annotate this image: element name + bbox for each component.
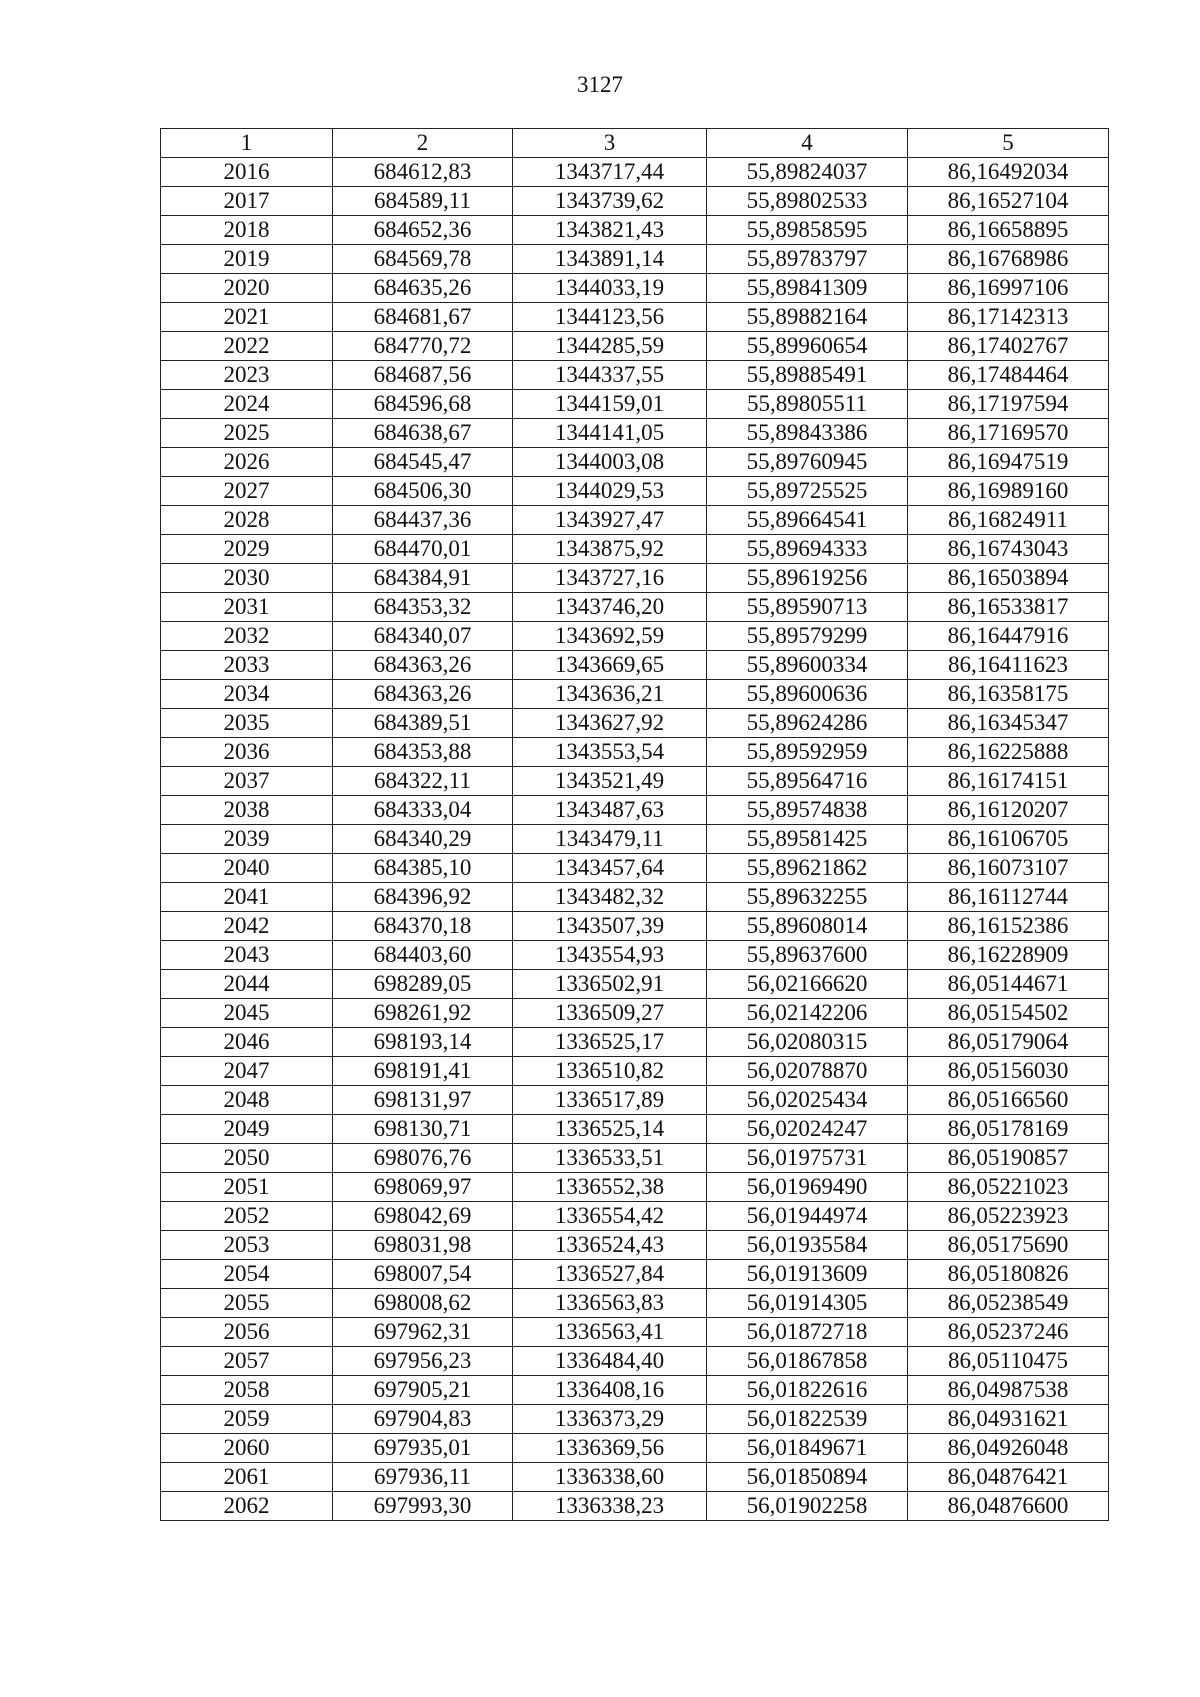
table-row bbox=[161, 245, 1109, 274]
y-coordinate-cell: 1336338,23 bbox=[513, 1492, 707, 1521]
y-coordinate-cell: 1343727,16 bbox=[513, 564, 707, 593]
x-coordinate-cell: 684569,78 bbox=[333, 245, 513, 274]
x-coordinate-cell: 684506,30 bbox=[333, 477, 513, 506]
table-row bbox=[161, 1115, 1109, 1144]
longitude-cell: 86,05223923 bbox=[908, 1202, 1109, 1231]
y-coordinate-cell: 1336484,40 bbox=[513, 1347, 707, 1376]
table-row bbox=[161, 912, 1109, 941]
point-number-cell: 2046 bbox=[161, 1028, 333, 1057]
longitude-cell: 86,05179064 bbox=[908, 1028, 1109, 1057]
y-coordinate-cell: 1344141,05 bbox=[513, 419, 707, 448]
y-coordinate-cell: 1344029,53 bbox=[513, 477, 707, 506]
y-coordinate-cell: 1336510,82 bbox=[513, 1057, 707, 1086]
y-coordinate-cell: 1336525,14 bbox=[513, 1115, 707, 1144]
longitude-cell: 86,16120207 bbox=[908, 796, 1109, 825]
x-coordinate-cell: 697936,11 bbox=[333, 1463, 513, 1492]
longitude-cell: 86,16533817 bbox=[908, 593, 1109, 622]
column-header-3: 3 bbox=[513, 129, 707, 158]
x-coordinate-cell: 684596,68 bbox=[333, 390, 513, 419]
longitude-cell: 86,16345347 bbox=[908, 709, 1109, 738]
table-row bbox=[161, 1028, 1109, 1057]
point-number-cell: 2060 bbox=[161, 1434, 333, 1463]
point-number-cell: 2030 bbox=[161, 564, 333, 593]
table-row bbox=[161, 1057, 1109, 1086]
latitude-cell: 55,89608014 bbox=[707, 912, 908, 941]
y-coordinate-cell: 1343457,64 bbox=[513, 854, 707, 883]
y-coordinate-cell: 1336338,60 bbox=[513, 1463, 707, 1492]
latitude-cell: 56,02078870 bbox=[707, 1057, 908, 1086]
table-row bbox=[161, 361, 1109, 390]
latitude-cell: 55,89843386 bbox=[707, 419, 908, 448]
latitude-cell: 56,02080315 bbox=[707, 1028, 908, 1057]
latitude-cell: 56,01872718 bbox=[707, 1318, 908, 1347]
latitude-cell: 55,89882164 bbox=[707, 303, 908, 332]
table-row bbox=[161, 1144, 1109, 1173]
y-coordinate-cell: 1336525,17 bbox=[513, 1028, 707, 1057]
x-coordinate-cell: 684322,11 bbox=[333, 767, 513, 796]
latitude-cell: 55,89624286 bbox=[707, 709, 908, 738]
latitude-cell: 56,01913609 bbox=[707, 1260, 908, 1289]
latitude-cell: 55,89805511 bbox=[707, 390, 908, 419]
y-coordinate-cell: 1344003,08 bbox=[513, 448, 707, 477]
latitude-cell: 56,02142206 bbox=[707, 999, 908, 1028]
x-coordinate-cell: 684545,47 bbox=[333, 448, 513, 477]
y-coordinate-cell: 1336527,84 bbox=[513, 1260, 707, 1289]
longitude-cell: 86,16225888 bbox=[908, 738, 1109, 767]
column-header-4: 4 bbox=[707, 129, 908, 158]
y-coordinate-cell: 1343507,39 bbox=[513, 912, 707, 941]
latitude-cell: 55,89637600 bbox=[707, 941, 908, 970]
x-coordinate-cell: 698130,71 bbox=[333, 1115, 513, 1144]
y-coordinate-cell: 1336509,27 bbox=[513, 999, 707, 1028]
latitude-cell: 56,01849671 bbox=[707, 1434, 908, 1463]
longitude-cell: 86,16824911 bbox=[908, 506, 1109, 535]
x-coordinate-cell: 684384,91 bbox=[333, 564, 513, 593]
latitude-cell: 56,01944974 bbox=[707, 1202, 908, 1231]
longitude-cell: 86,04931621 bbox=[908, 1405, 1109, 1434]
x-coordinate-cell: 698069,97 bbox=[333, 1173, 513, 1202]
point-number-cell: 2042 bbox=[161, 912, 333, 941]
x-coordinate-cell: 697905,21 bbox=[333, 1376, 513, 1405]
longitude-cell: 86,16503894 bbox=[908, 564, 1109, 593]
point-number-cell: 2038 bbox=[161, 796, 333, 825]
point-number-cell: 2027 bbox=[161, 477, 333, 506]
latitude-cell: 55,89619256 bbox=[707, 564, 908, 593]
latitude-cell: 55,89590713 bbox=[707, 593, 908, 622]
table-row bbox=[161, 999, 1109, 1028]
x-coordinate-cell: 684389,51 bbox=[333, 709, 513, 738]
point-number-cell: 2057 bbox=[161, 1347, 333, 1376]
point-number-cell: 2028 bbox=[161, 506, 333, 535]
y-coordinate-cell: 1336517,89 bbox=[513, 1086, 707, 1115]
y-coordinate-cell: 1343891,14 bbox=[513, 245, 707, 274]
y-coordinate-cell: 1336502,91 bbox=[513, 970, 707, 999]
latitude-cell: 55,89581425 bbox=[707, 825, 908, 854]
y-coordinate-cell: 1344285,59 bbox=[513, 332, 707, 361]
column-header-1: 1 bbox=[161, 129, 333, 158]
longitude-cell: 86,16174151 bbox=[908, 767, 1109, 796]
table-row bbox=[161, 1318, 1109, 1347]
y-coordinate-cell: 1336554,42 bbox=[513, 1202, 707, 1231]
point-number-cell: 2021 bbox=[161, 303, 333, 332]
latitude-cell: 55,89621862 bbox=[707, 854, 908, 883]
table-row bbox=[161, 767, 1109, 796]
latitude-cell: 55,89600636 bbox=[707, 680, 908, 709]
point-number-cell: 2029 bbox=[161, 535, 333, 564]
table-row bbox=[161, 1463, 1109, 1492]
x-coordinate-cell: 698191,41 bbox=[333, 1057, 513, 1086]
y-coordinate-cell: 1343521,49 bbox=[513, 767, 707, 796]
point-number-cell: 2048 bbox=[161, 1086, 333, 1115]
point-number-cell: 2020 bbox=[161, 274, 333, 303]
longitude-cell: 86,16073107 bbox=[908, 854, 1109, 883]
x-coordinate-cell: 684403,60 bbox=[333, 941, 513, 970]
table-row bbox=[161, 1434, 1109, 1463]
table-row bbox=[161, 158, 1109, 187]
latitude-cell: 56,02025434 bbox=[707, 1086, 908, 1115]
longitude-cell: 86,05237246 bbox=[908, 1318, 1109, 1347]
x-coordinate-cell: 684353,88 bbox=[333, 738, 513, 767]
column-header-5: 5 bbox=[908, 129, 1109, 158]
longitude-cell: 86,05156030 bbox=[908, 1057, 1109, 1086]
x-coordinate-cell: 697904,83 bbox=[333, 1405, 513, 1434]
longitude-cell: 86,05175690 bbox=[908, 1231, 1109, 1260]
y-coordinate-cell: 1343553,54 bbox=[513, 738, 707, 767]
longitude-cell: 86,16947519 bbox=[908, 448, 1109, 477]
table-header-row bbox=[161, 129, 1109, 158]
longitude-cell: 86,16527104 bbox=[908, 187, 1109, 216]
latitude-cell: 55,89632255 bbox=[707, 883, 908, 912]
y-coordinate-cell: 1336408,16 bbox=[513, 1376, 707, 1405]
x-coordinate-cell: 698008,62 bbox=[333, 1289, 513, 1318]
longitude-cell: 86,05110475 bbox=[908, 1347, 1109, 1376]
y-coordinate-cell: 1343636,21 bbox=[513, 680, 707, 709]
point-number-cell: 2044 bbox=[161, 970, 333, 999]
latitude-cell: 55,89725525 bbox=[707, 477, 908, 506]
x-coordinate-cell: 698289,05 bbox=[333, 970, 513, 999]
latitude-cell: 55,89694333 bbox=[707, 535, 908, 564]
point-number-cell: 2041 bbox=[161, 883, 333, 912]
point-number-cell: 2031 bbox=[161, 593, 333, 622]
y-coordinate-cell: 1343717,44 bbox=[513, 158, 707, 187]
y-coordinate-cell: 1343482,32 bbox=[513, 883, 707, 912]
x-coordinate-cell: 684396,92 bbox=[333, 883, 513, 912]
point-number-cell: 2017 bbox=[161, 187, 333, 216]
x-coordinate-cell: 697956,23 bbox=[333, 1347, 513, 1376]
longitude-cell: 86,16152386 bbox=[908, 912, 1109, 941]
x-coordinate-cell: 684770,72 bbox=[333, 332, 513, 361]
latitude-cell: 55,89824037 bbox=[707, 158, 908, 187]
longitude-cell: 86,17142313 bbox=[908, 303, 1109, 332]
point-number-cell: 2039 bbox=[161, 825, 333, 854]
longitude-cell: 86,16411623 bbox=[908, 651, 1109, 680]
y-coordinate-cell: 1343739,62 bbox=[513, 187, 707, 216]
table-row bbox=[161, 1289, 1109, 1318]
table-row bbox=[161, 1173, 1109, 1202]
coordinates-table bbox=[160, 128, 1109, 1521]
longitude-cell: 86,16658895 bbox=[908, 216, 1109, 245]
latitude-cell: 55,89783797 bbox=[707, 245, 908, 274]
y-coordinate-cell: 1344033,19 bbox=[513, 274, 707, 303]
latitude-cell: 56,01935584 bbox=[707, 1231, 908, 1260]
table-row bbox=[161, 274, 1109, 303]
y-coordinate-cell: 1343627,92 bbox=[513, 709, 707, 738]
table-row bbox=[161, 1347, 1109, 1376]
point-number-cell: 2049 bbox=[161, 1115, 333, 1144]
point-number-cell: 2016 bbox=[161, 158, 333, 187]
x-coordinate-cell: 684333,04 bbox=[333, 796, 513, 825]
point-number-cell: 2050 bbox=[161, 1144, 333, 1173]
point-number-cell: 2023 bbox=[161, 361, 333, 390]
x-coordinate-cell: 698007,54 bbox=[333, 1260, 513, 1289]
point-number-cell: 2059 bbox=[161, 1405, 333, 1434]
longitude-cell: 86,16447916 bbox=[908, 622, 1109, 651]
table-row bbox=[161, 622, 1109, 651]
point-number-cell: 2040 bbox=[161, 854, 333, 883]
longitude-cell: 86,16492034 bbox=[908, 158, 1109, 187]
longitude-cell: 86,05238549 bbox=[908, 1289, 1109, 1318]
latitude-cell: 56,01867858 bbox=[707, 1347, 908, 1376]
table-row bbox=[161, 680, 1109, 709]
y-coordinate-cell: 1343875,92 bbox=[513, 535, 707, 564]
longitude-cell: 86,16768986 bbox=[908, 245, 1109, 274]
x-coordinate-cell: 697993,30 bbox=[333, 1492, 513, 1521]
latitude-cell: 56,02166620 bbox=[707, 970, 908, 999]
y-coordinate-cell: 1344159,01 bbox=[513, 390, 707, 419]
table-row bbox=[161, 738, 1109, 767]
latitude-cell: 56,02024247 bbox=[707, 1115, 908, 1144]
x-coordinate-cell: 684470,01 bbox=[333, 535, 513, 564]
x-coordinate-cell: 684340,07 bbox=[333, 622, 513, 651]
point-number-cell: 2035 bbox=[161, 709, 333, 738]
point-number-cell: 2024 bbox=[161, 390, 333, 419]
y-coordinate-cell: 1336563,83 bbox=[513, 1289, 707, 1318]
longitude-cell: 86,16989160 bbox=[908, 477, 1109, 506]
longitude-cell: 86,16228909 bbox=[908, 941, 1109, 970]
table-row bbox=[161, 796, 1109, 825]
x-coordinate-cell: 684370,18 bbox=[333, 912, 513, 941]
x-coordinate-cell: 684353,32 bbox=[333, 593, 513, 622]
latitude-cell: 56,01850894 bbox=[707, 1463, 908, 1492]
table-row bbox=[161, 1492, 1109, 1521]
table-row bbox=[161, 564, 1109, 593]
point-number-cell: 2061 bbox=[161, 1463, 333, 1492]
point-number-cell: 2037 bbox=[161, 767, 333, 796]
y-coordinate-cell: 1336563,41 bbox=[513, 1318, 707, 1347]
longitude-cell: 86,05180826 bbox=[908, 1260, 1109, 1289]
longitude-cell: 86,05221023 bbox=[908, 1173, 1109, 1202]
point-number-cell: 2018 bbox=[161, 216, 333, 245]
table-row bbox=[161, 477, 1109, 506]
latitude-cell: 55,89564716 bbox=[707, 767, 908, 796]
point-number-cell: 2052 bbox=[161, 1202, 333, 1231]
y-coordinate-cell: 1336373,29 bbox=[513, 1405, 707, 1434]
longitude-cell: 86,04926048 bbox=[908, 1434, 1109, 1463]
x-coordinate-cell: 698042,69 bbox=[333, 1202, 513, 1231]
longitude-cell: 86,05166560 bbox=[908, 1086, 1109, 1115]
longitude-cell: 86,04987538 bbox=[908, 1376, 1109, 1405]
point-number-cell: 2034 bbox=[161, 680, 333, 709]
table-row bbox=[161, 1086, 1109, 1115]
longitude-cell: 86,17484464 bbox=[908, 361, 1109, 390]
y-coordinate-cell: 1344123,56 bbox=[513, 303, 707, 332]
x-coordinate-cell: 684612,83 bbox=[333, 158, 513, 187]
table-body bbox=[161, 158, 1109, 1521]
latitude-cell: 55,89664541 bbox=[707, 506, 908, 535]
latitude-cell: 55,89960654 bbox=[707, 332, 908, 361]
point-number-cell: 2053 bbox=[161, 1231, 333, 1260]
table-row bbox=[161, 332, 1109, 361]
x-coordinate-cell: 684687,56 bbox=[333, 361, 513, 390]
latitude-cell: 55,89802533 bbox=[707, 187, 908, 216]
x-coordinate-cell: 684635,26 bbox=[333, 274, 513, 303]
table-row bbox=[161, 709, 1109, 738]
x-coordinate-cell: 684363,26 bbox=[333, 680, 513, 709]
latitude-cell: 55,89841309 bbox=[707, 274, 908, 303]
x-coordinate-cell: 684437,36 bbox=[333, 506, 513, 535]
x-coordinate-cell: 684638,67 bbox=[333, 419, 513, 448]
table-row bbox=[161, 535, 1109, 564]
x-coordinate-cell: 684652,36 bbox=[333, 216, 513, 245]
longitude-cell: 86,17402767 bbox=[908, 332, 1109, 361]
table-row bbox=[161, 651, 1109, 680]
table-row bbox=[161, 506, 1109, 535]
table-row bbox=[161, 1376, 1109, 1405]
x-coordinate-cell: 684363,26 bbox=[333, 651, 513, 680]
point-number-cell: 2055 bbox=[161, 1289, 333, 1318]
table-row bbox=[161, 825, 1109, 854]
longitude-cell: 86,17169570 bbox=[908, 419, 1109, 448]
longitude-cell: 86,05178169 bbox=[908, 1115, 1109, 1144]
y-coordinate-cell: 1344337,55 bbox=[513, 361, 707, 390]
longitude-cell: 86,17197594 bbox=[908, 390, 1109, 419]
y-coordinate-cell: 1343821,43 bbox=[513, 216, 707, 245]
y-coordinate-cell: 1343487,63 bbox=[513, 796, 707, 825]
longitude-cell: 86,16112744 bbox=[908, 883, 1109, 912]
x-coordinate-cell: 684340,29 bbox=[333, 825, 513, 854]
point-number-cell: 2045 bbox=[161, 999, 333, 1028]
longitude-cell: 86,05144671 bbox=[908, 970, 1109, 999]
point-number-cell: 2056 bbox=[161, 1318, 333, 1347]
x-coordinate-cell: 698261,92 bbox=[333, 999, 513, 1028]
x-coordinate-cell: 698031,98 bbox=[333, 1231, 513, 1260]
point-number-cell: 2019 bbox=[161, 245, 333, 274]
latitude-cell: 56,01975731 bbox=[707, 1144, 908, 1173]
point-number-cell: 2033 bbox=[161, 651, 333, 680]
latitude-cell: 55,89885491 bbox=[707, 361, 908, 390]
table-row bbox=[161, 187, 1109, 216]
longitude-cell: 86,16743043 bbox=[908, 535, 1109, 564]
y-coordinate-cell: 1343669,65 bbox=[513, 651, 707, 680]
longitude-cell: 86,04876421 bbox=[908, 1463, 1109, 1492]
table-row bbox=[161, 1202, 1109, 1231]
table-row bbox=[161, 1405, 1109, 1434]
y-coordinate-cell: 1336533,51 bbox=[513, 1144, 707, 1173]
latitude-cell: 55,89579299 bbox=[707, 622, 908, 651]
longitude-cell: 86,16997106 bbox=[908, 274, 1109, 303]
x-coordinate-cell: 684589,11 bbox=[333, 187, 513, 216]
table-row bbox=[161, 854, 1109, 883]
point-number-cell: 2062 bbox=[161, 1492, 333, 1521]
latitude-cell: 55,89592959 bbox=[707, 738, 908, 767]
x-coordinate-cell: 698193,14 bbox=[333, 1028, 513, 1057]
table-row bbox=[161, 593, 1109, 622]
point-number-cell: 2051 bbox=[161, 1173, 333, 1202]
latitude-cell: 56,01969490 bbox=[707, 1173, 908, 1202]
latitude-cell: 56,01914305 bbox=[707, 1289, 908, 1318]
x-coordinate-cell: 684385,10 bbox=[333, 854, 513, 883]
latitude-cell: 56,01902258 bbox=[707, 1492, 908, 1521]
table-row bbox=[161, 1260, 1109, 1289]
point-number-cell: 2047 bbox=[161, 1057, 333, 1086]
longitude-cell: 86,05154502 bbox=[908, 999, 1109, 1028]
y-coordinate-cell: 1343479,11 bbox=[513, 825, 707, 854]
latitude-cell: 55,89600334 bbox=[707, 651, 908, 680]
table-row bbox=[161, 303, 1109, 332]
x-coordinate-cell: 698076,76 bbox=[333, 1144, 513, 1173]
point-number-cell: 2022 bbox=[161, 332, 333, 361]
y-coordinate-cell: 1343927,47 bbox=[513, 506, 707, 535]
point-number-cell: 2026 bbox=[161, 448, 333, 477]
y-coordinate-cell: 1343554,93 bbox=[513, 941, 707, 970]
table-row bbox=[161, 941, 1109, 970]
page-number: 3127 bbox=[577, 72, 623, 97]
x-coordinate-cell: 684681,67 bbox=[333, 303, 513, 332]
point-number-cell: 2054 bbox=[161, 1260, 333, 1289]
y-coordinate-cell: 1343692,59 bbox=[513, 622, 707, 651]
x-coordinate-cell: 698131,97 bbox=[333, 1086, 513, 1115]
latitude-cell: 55,89858595 bbox=[707, 216, 908, 245]
latitude-cell: 55,89574838 bbox=[707, 796, 908, 825]
x-coordinate-cell: 697962,31 bbox=[333, 1318, 513, 1347]
latitude-cell: 56,01822616 bbox=[707, 1376, 908, 1405]
table-row bbox=[161, 448, 1109, 477]
longitude-cell: 86,05190857 bbox=[908, 1144, 1109, 1173]
point-number-cell: 2025 bbox=[161, 419, 333, 448]
point-number-cell: 2036 bbox=[161, 738, 333, 767]
latitude-cell: 55,89760945 bbox=[707, 448, 908, 477]
point-number-cell: 2058 bbox=[161, 1376, 333, 1405]
table-row bbox=[161, 883, 1109, 912]
longitude-cell: 86,16358175 bbox=[908, 680, 1109, 709]
latitude-cell: 56,01822539 bbox=[707, 1405, 908, 1434]
table-row bbox=[161, 1231, 1109, 1260]
table-row bbox=[161, 390, 1109, 419]
x-coordinate-cell: 697935,01 bbox=[333, 1434, 513, 1463]
table-row bbox=[161, 419, 1109, 448]
longitude-cell: 86,16106705 bbox=[908, 825, 1109, 854]
point-number-cell: 2043 bbox=[161, 941, 333, 970]
y-coordinate-cell: 1336552,38 bbox=[513, 1173, 707, 1202]
y-coordinate-cell: 1336524,43 bbox=[513, 1231, 707, 1260]
table-row bbox=[161, 970, 1109, 999]
longitude-cell: 86,04876600 bbox=[908, 1492, 1109, 1521]
column-header-2: 2 bbox=[333, 129, 513, 158]
table-row bbox=[161, 216, 1109, 245]
y-coordinate-cell: 1343746,20 bbox=[513, 593, 707, 622]
point-number-cell: 2032 bbox=[161, 622, 333, 651]
y-coordinate-cell: 1336369,56 bbox=[513, 1434, 707, 1463]
